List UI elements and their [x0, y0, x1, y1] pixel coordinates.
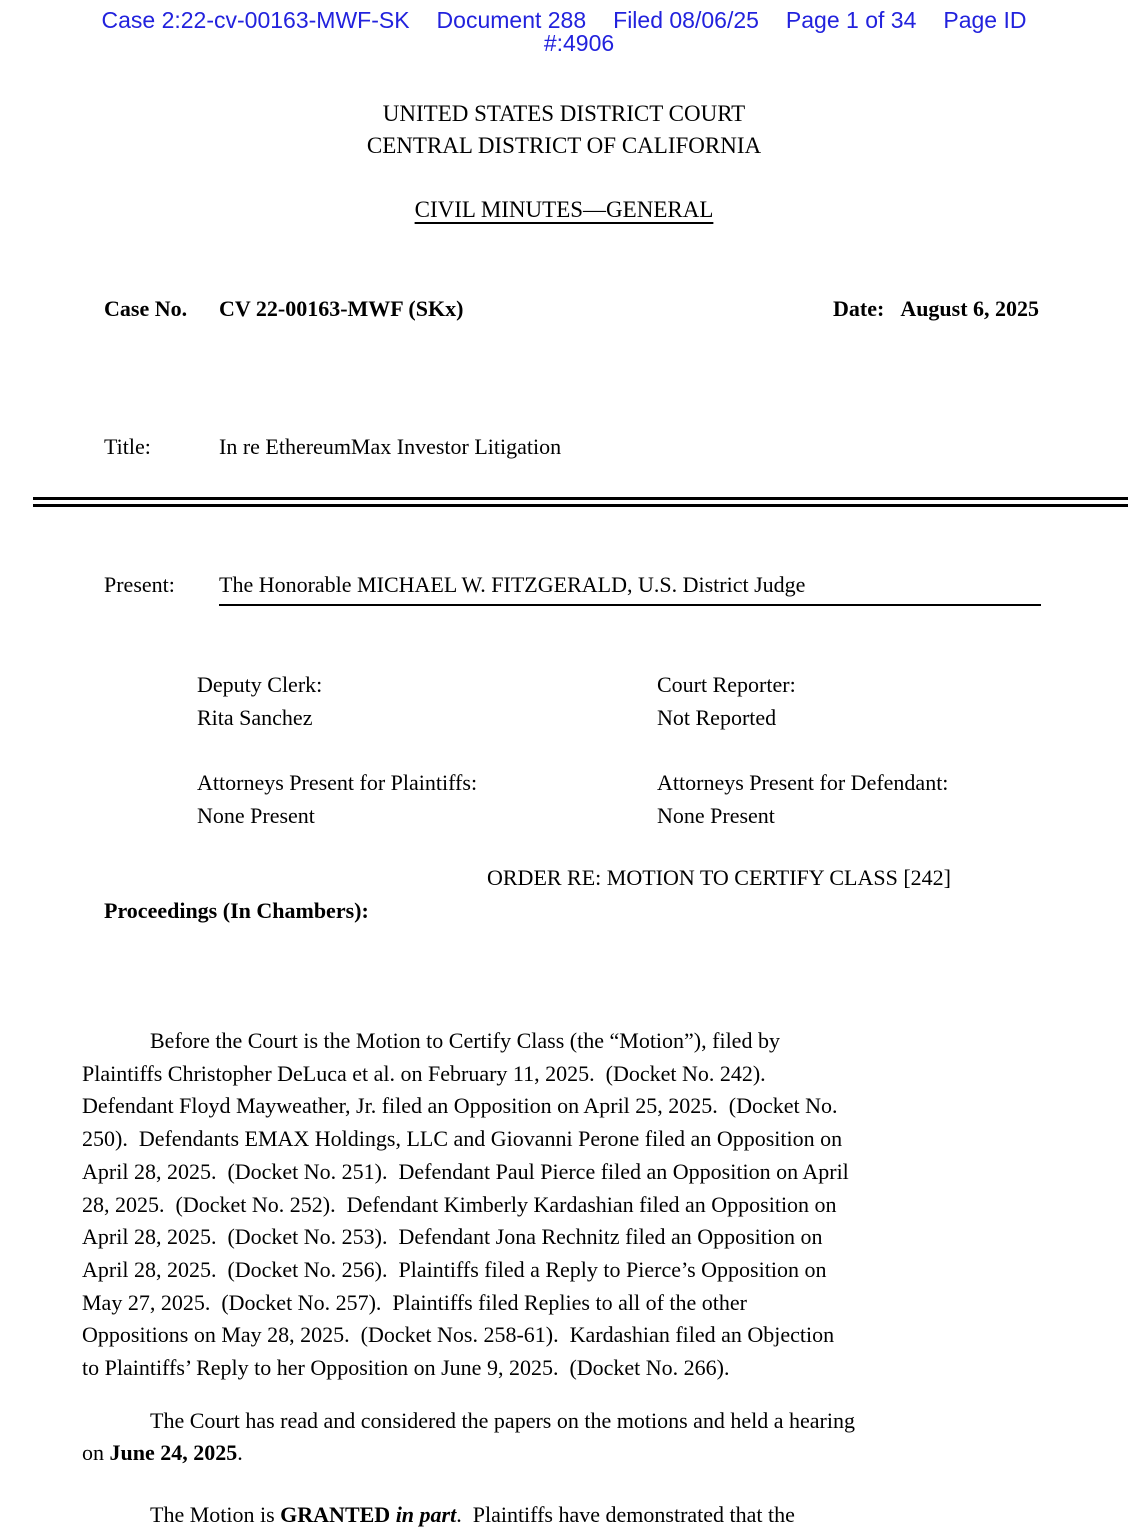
text-line: Defendant Floyd Mayweather, Jr. filed an Opposition on April 25, 2025. (Docket No.: [82, 1093, 838, 1119]
case-number-row: [0, 258, 1128, 394]
body-paragraph-3: [0, 1499, 1128, 1532]
text-line: Oppositions on May 28, 2025. (Docket Nos. 258-61). Kardashian filed an Objection: [82, 1322, 835, 1348]
granted-bold: GRANTED: [280, 1502, 391, 1528]
attorneys-defendant-column: [657, 766, 948, 832]
text-line: Plaintiffs Christopher DeLuca et al. on February 11, 2025. (Docket No. 242).: [82, 1060, 766, 1086]
stamp-page-count: Page 1 of 34: [785, 7, 917, 33]
court-name-heading: [0, 98, 1128, 162]
court-reporter-column: [657, 668, 796, 734]
proceedings-row: [0, 861, 1128, 993]
court-reporter-value: Not Reported: [657, 705, 777, 730]
text-line: 28, 2025. (Docket No. 252). Defendant Kimberly Kardashian filed an Opposition on: [82, 1191, 837, 1217]
clerk-reporter-block: [0, 668, 1128, 734]
attorneys-block: [0, 766, 1128, 832]
text-segment: .: [237, 1440, 243, 1466]
document-type-text: CIVIL MINUTES—GENERAL: [414, 197, 714, 222]
date-value: August 6, 2025: [900, 296, 1040, 321]
stamp-page-id-number: #:4906: [543, 30, 615, 56]
text-line: April 28, 2025. (Docket No. 251). Defendant Paul Pierce filed an Opposition on April: [82, 1158, 849, 1184]
present-label: Present:: [104, 572, 175, 597]
text-line: Before the Court is the Motion to Certify Class (the “Motion”), filed by: [150, 1028, 780, 1053]
text-segment: on: [82, 1440, 110, 1466]
date-label: Date:: [833, 296, 885, 321]
attorneys-plaintiffs-label: Attorneys Present for Plaintiffs:: [197, 770, 478, 795]
double-rule-divider: [33, 497, 1128, 507]
order-title: ORDER RE: MOTION TO CERTIFY CLASS [242]: [487, 865, 951, 890]
attorneys-defendant-label: Attorneys Present for Defendant:: [657, 770, 949, 795]
court-name-line2: CENTRAL DISTRICT OF CALIFORNIA: [366, 133, 762, 158]
case-title-row: [0, 397, 1128, 496]
body-paragraph-1: [0, 1025, 1128, 1385]
text-line: April 28, 2025. (Docket No. 256). Plaintiffs filed a Reply to Pierce’s Opposition on: [82, 1256, 827, 1282]
text-line: April 28, 2025. (Docket No. 253). Defendant Jona Rechnitz filed an Opposition on: [82, 1224, 823, 1250]
deputy-clerk-label: Deputy Clerk:: [197, 672, 323, 697]
document-type-heading: [0, 193, 1128, 226]
proceedings-label: Proceedings (In Chambers):: [104, 898, 369, 923]
text-segment: The Motion is: [150, 1502, 281, 1528]
stamp-case-number: Case 2:22-cv-00163-MWF-SK: [101, 7, 410, 33]
court-reporter-label: Court Reporter:: [657, 672, 796, 697]
text-line: [82, 1437, 1128, 1470]
text-line: The Court has read and considered the papers on the motions and held a hearing: [150, 1407, 855, 1433]
deputy-clerk-column: [197, 668, 657, 734]
text-line: 250). Defendants EMAX Holdings, LLC and Giovanni Perone filed an Opposition on: [82, 1126, 843, 1152]
attorneys-plaintiffs-column: [197, 766, 657, 832]
text-line: to Plaintiffs’ Reply to her Opposition on June 9, 2025. (Docket No. 266).: [82, 1355, 730, 1381]
date-block: [800, 258, 1039, 360]
title-label: Title:: [104, 434, 151, 459]
pacer-filing-stamp: [0, 0, 1128, 55]
hearing-date-bold: June 24, 2025: [109, 1440, 238, 1466]
title-value: In re EthereumMax Investor Litigation: [219, 434, 562, 459]
stamp-page-id-label: Page ID: [943, 7, 1027, 33]
text-line: [82, 1499, 1128, 1532]
present-row: [0, 534, 1128, 640]
presiding-judge: The Honorable MICHAEL W. FITZGERALD, U.S. District Judge: [219, 568, 1041, 606]
court-name-line1: UNITED STATES DISTRICT COURT: [382, 101, 746, 126]
attorneys-plaintiffs-value: None Present: [197, 803, 315, 828]
body-paragraph-2: [0, 1405, 1128, 1470]
text-segment: . Plaintiffs have demonstrated that the: [456, 1502, 795, 1528]
case-no-value: CV 22-00163-MWF (SKx): [219, 296, 464, 321]
text-line: May 27, 2025. (Docket No. 257). Plaintiffs filed Replies to all of the other: [82, 1289, 747, 1315]
stamp-line-1: [0, 9, 1128, 32]
in-part-bold-italic: in part: [395, 1502, 457, 1528]
case-no-label: Case No.: [104, 296, 188, 321]
deputy-clerk-name: Rita Sanchez: [197, 705, 313, 730]
stamp-filed-date: Filed 08/06/25: [613, 7, 759, 33]
attorneys-defendant-value: None Present: [657, 803, 775, 828]
stamp-document-number: Document 288: [436, 7, 587, 33]
